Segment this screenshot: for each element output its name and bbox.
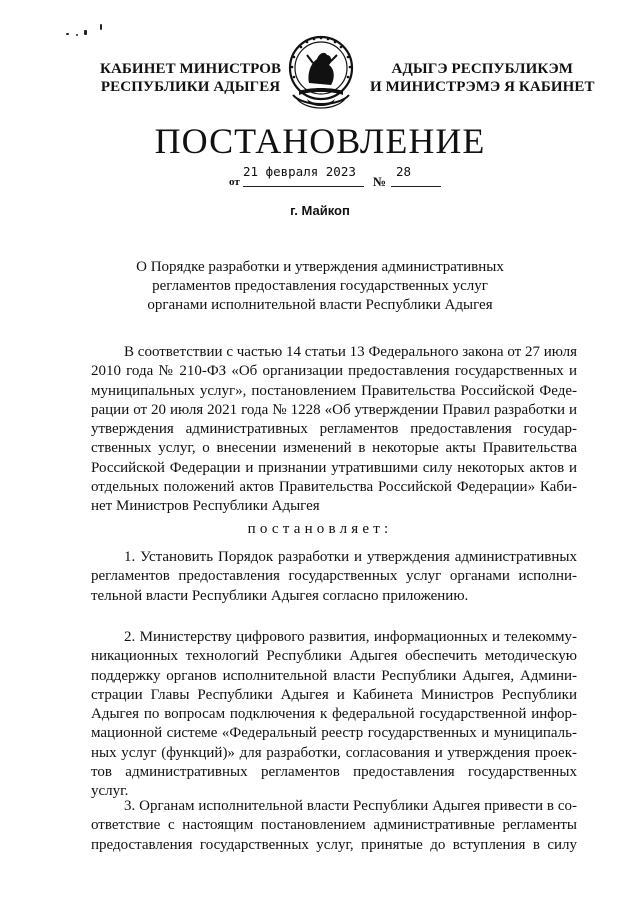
text-line: никационных технологий Республики Адыгея обеспечить методическую [91, 648, 577, 665]
preamble-paragraph [91, 343, 577, 517]
item-3-paragraph [91, 797, 577, 855]
text-line: 2. Министерству цифрового развития, информационных и телекомму- [124, 629, 577, 645]
text-line: тов административных регламентов предоставления государственных [91, 764, 577, 781]
text-line: отдельных положений актов Правительства Российской Федерации» Каби- [91, 479, 577, 496]
text-line: регламентов предоставления государственных услуг органами исполни- [91, 568, 577, 585]
text-line: 1. Установить Порядок разработки и утверждения административных [124, 549, 577, 565]
text-line: поддержку органов исполнительной власти Республики Адыгея, Админи- [91, 667, 577, 684]
text-line: ответствие с настоящим постановлением административные регламенты [91, 817, 577, 834]
text-line: муниципальных услуг», постановлением Правительства Российской Феде- [91, 382, 577, 399]
text-line: нет Министров Республики Адыгея [91, 498, 320, 515]
text-line: услуг. [91, 783, 129, 800]
text-line: мационной системе «Федеральный реестр государственных и муниципаль- [91, 725, 577, 742]
subject-line: О Порядке разработки и утверждения административных [136, 259, 504, 275]
date-prefix: от [229, 176, 240, 188]
header-left-ru [100, 60, 281, 96]
text-line: утверждения административных регламентов предоставления государ- [91, 421, 577, 438]
adygea-coat-of-arms-icon [283, 33, 359, 115]
text-line: В соответствии с частью 14 статьи 13 Федерального закона от 27 июля [124, 344, 577, 360]
date-underline [243, 186, 364, 187]
text-line: 3. Органам исполнительной власти Республики Адыгея привести в со- [124, 798, 577, 814]
header-left-line: КАБИНЕТ МИНИСТРОВ [100, 61, 282, 77]
header-left-line: РЕСПУБЛИКИ АДЫГЕЯ [100, 79, 281, 95]
header-right-ady [370, 60, 595, 96]
subject-heading [120, 258, 520, 315]
text-line: 2010 года № 210-ФЗ «Об организации предоставления государственных и [91, 363, 577, 380]
subject-line: регламентов предоставления государственных услуг [152, 278, 488, 294]
subject-line: органами исполнительной власти Республики Адыгея [147, 297, 493, 313]
text-line: тельной власти Республики Адыгея согласно приложению. [91, 587, 469, 604]
document-date: 21 февраля 2023 [243, 164, 356, 179]
city: г. Майкоп [290, 203, 350, 218]
text-line: ных услуг (функций)» для разработки, согласования и утверждения проек- [91, 744, 577, 761]
resolves-word: постановляет: [247, 521, 393, 537]
document-number: 28 [396, 164, 412, 179]
item-1-paragraph [91, 548, 577, 606]
text-line: Российской Федерации и признании утратившими силу некоторых актов и [91, 459, 577, 476]
header-right-line: АДЫГЭ РЕСПУБЛИКЭМ [391, 61, 574, 77]
number-underline [391, 186, 441, 187]
text-line: Адыгея по вопросам подключения к федеральной государственной инфор- [91, 706, 577, 723]
text-line: рации от 20 июля 2021 года № 1228 «Об утверждении Правил разработки и [91, 401, 577, 418]
header-right-line: И МИНИСТРЭМЭ Я КАБИНЕТ [370, 79, 595, 95]
item-2-paragraph [91, 628, 577, 802]
text-line: страции Главы Республики Адыгея и Кабинета Министров Республики [91, 686, 577, 703]
scan-artifacts [62, 24, 122, 44]
document-title: ПОСТАНОВЛЕНИЕ [154, 121, 486, 161]
text-line: ственных услуг, о внесении изменений в некоторые акты Правительства [91, 440, 577, 457]
text-line: предоставления государственных услуг, принятые до вступления в силу [91, 836, 577, 853]
date-number-line [0, 164, 640, 194]
number-sign: № [373, 174, 387, 189]
